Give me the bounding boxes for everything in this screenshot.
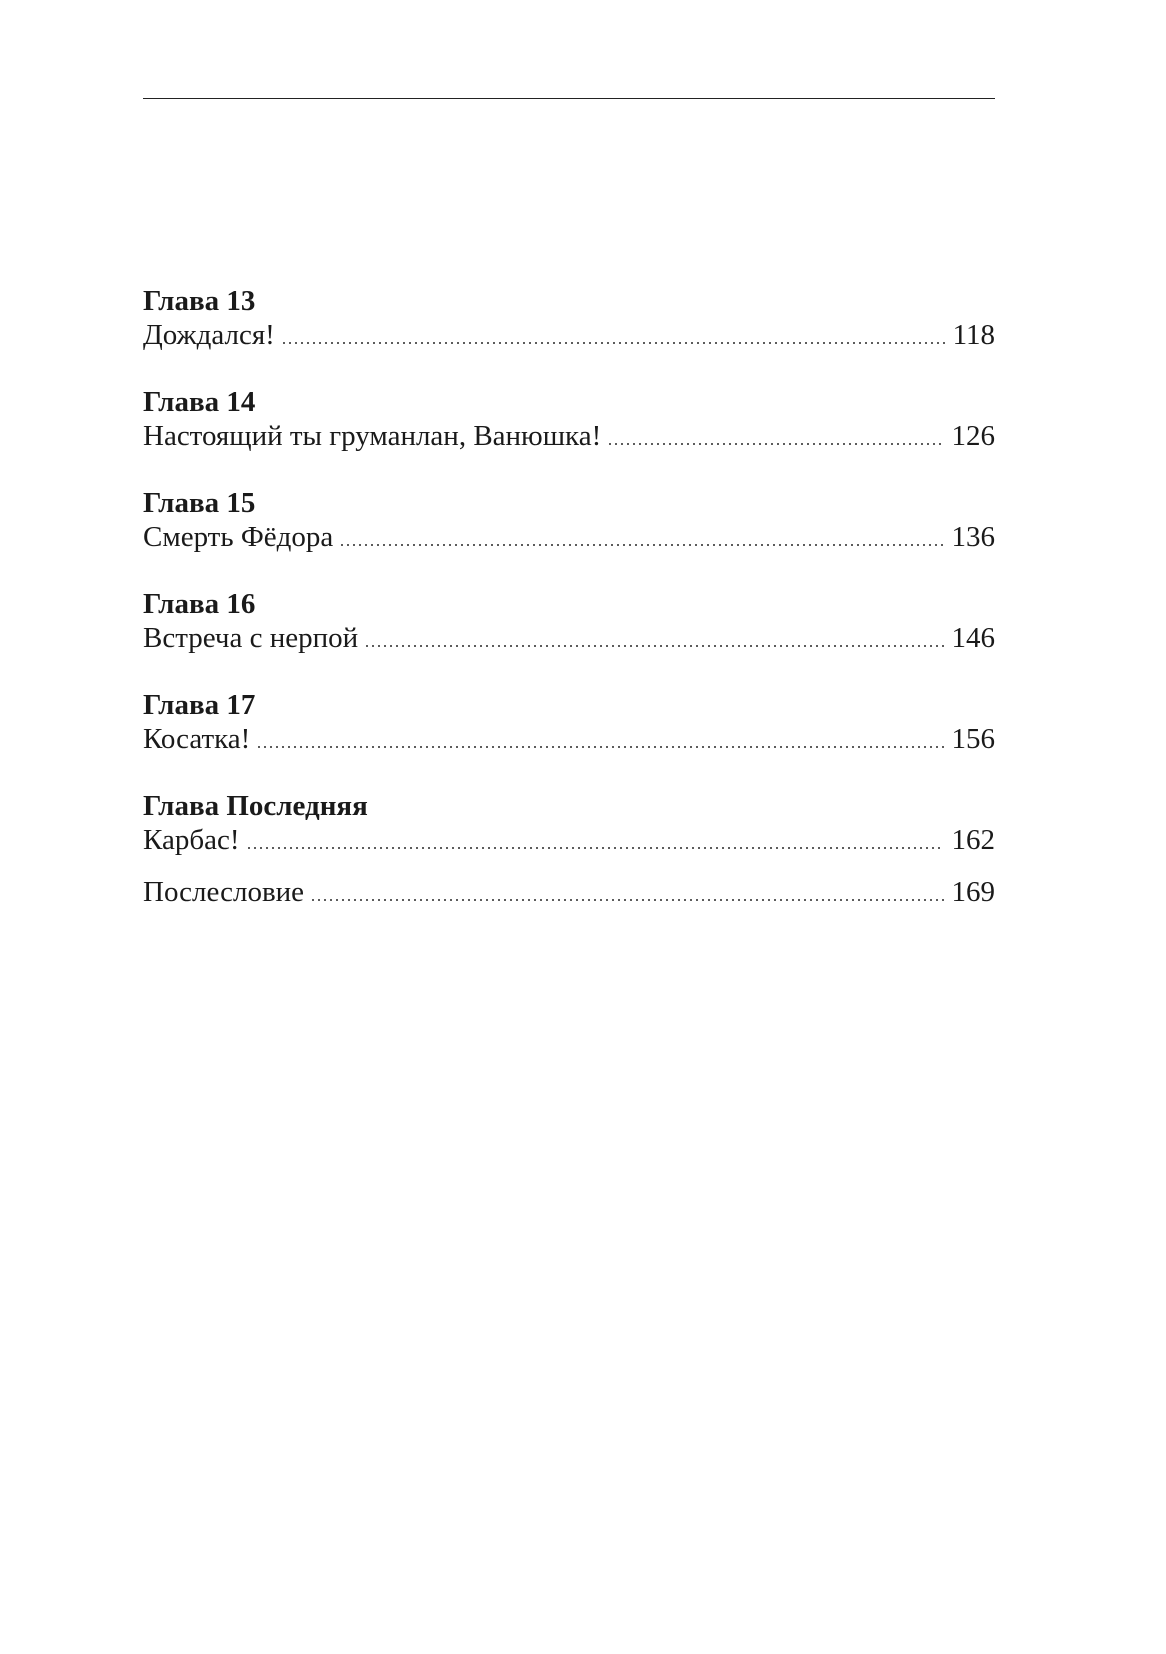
chapter-heading: Глава 17 bbox=[143, 689, 256, 721]
chapter-heading: Глава 16 bbox=[143, 588, 256, 620]
toc-section-chapter-14 bbox=[143, 385, 995, 453]
toc-entry-page: 146 bbox=[951, 622, 995, 654]
toc-entry-title: Встреча с нерпой bbox=[143, 622, 359, 654]
dot-leader bbox=[364, 645, 943, 647]
toc-entry-title: Дождался! bbox=[143, 319, 275, 351]
toc-entry[interactable] bbox=[143, 520, 995, 554]
toc-entry[interactable] bbox=[143, 621, 995, 655]
chapter-heading: Глава 13 bbox=[143, 285, 256, 317]
chapter-heading: Глава 14 bbox=[143, 386, 256, 418]
toc-entry-page: 156 bbox=[951, 723, 995, 755]
chapter-heading: Глава Последняя bbox=[143, 790, 368, 822]
dot-leader bbox=[256, 746, 943, 748]
toc-entry-title: Настоящий ты груманлан, Ванюшка! bbox=[143, 420, 602, 452]
toc-entry-title: Карбас! bbox=[143, 824, 240, 856]
dot-leader bbox=[607, 443, 943, 445]
toc-entry-page: 162 bbox=[951, 824, 995, 856]
header-rule bbox=[143, 98, 995, 99]
toc-entry-page: 118 bbox=[952, 319, 995, 351]
toc-entry-afterword[interactable] bbox=[143, 875, 995, 909]
toc-entry-page: 126 bbox=[951, 420, 995, 452]
toc-entry[interactable] bbox=[143, 318, 995, 352]
dot-leader bbox=[246, 847, 944, 849]
toc-entry-title: Смерть Фёдора bbox=[143, 521, 334, 553]
dot-leader bbox=[310, 899, 943, 901]
toc-entry-title: Косатка! bbox=[143, 723, 251, 755]
toc-entry-page: 136 bbox=[951, 521, 995, 553]
toc-section-chapter-16 bbox=[143, 587, 995, 655]
chapter-heading: Глава 15 bbox=[143, 487, 256, 519]
dot-leader bbox=[281, 342, 945, 344]
table-of-contents bbox=[143, 284, 995, 909]
toc-entry[interactable] bbox=[143, 722, 995, 756]
toc-section-chapter-17 bbox=[143, 688, 995, 756]
toc-entry[interactable] bbox=[143, 823, 995, 857]
dot-leader bbox=[339, 544, 943, 546]
toc-section-chapter-13 bbox=[143, 284, 995, 352]
toc-entry-page: 169 bbox=[951, 876, 995, 908]
toc-section-chapter-15 bbox=[143, 486, 995, 554]
toc-entry[interactable] bbox=[143, 419, 995, 453]
toc-section-last-chapter bbox=[143, 789, 995, 857]
toc-entry-title: Послесловие bbox=[143, 876, 305, 908]
